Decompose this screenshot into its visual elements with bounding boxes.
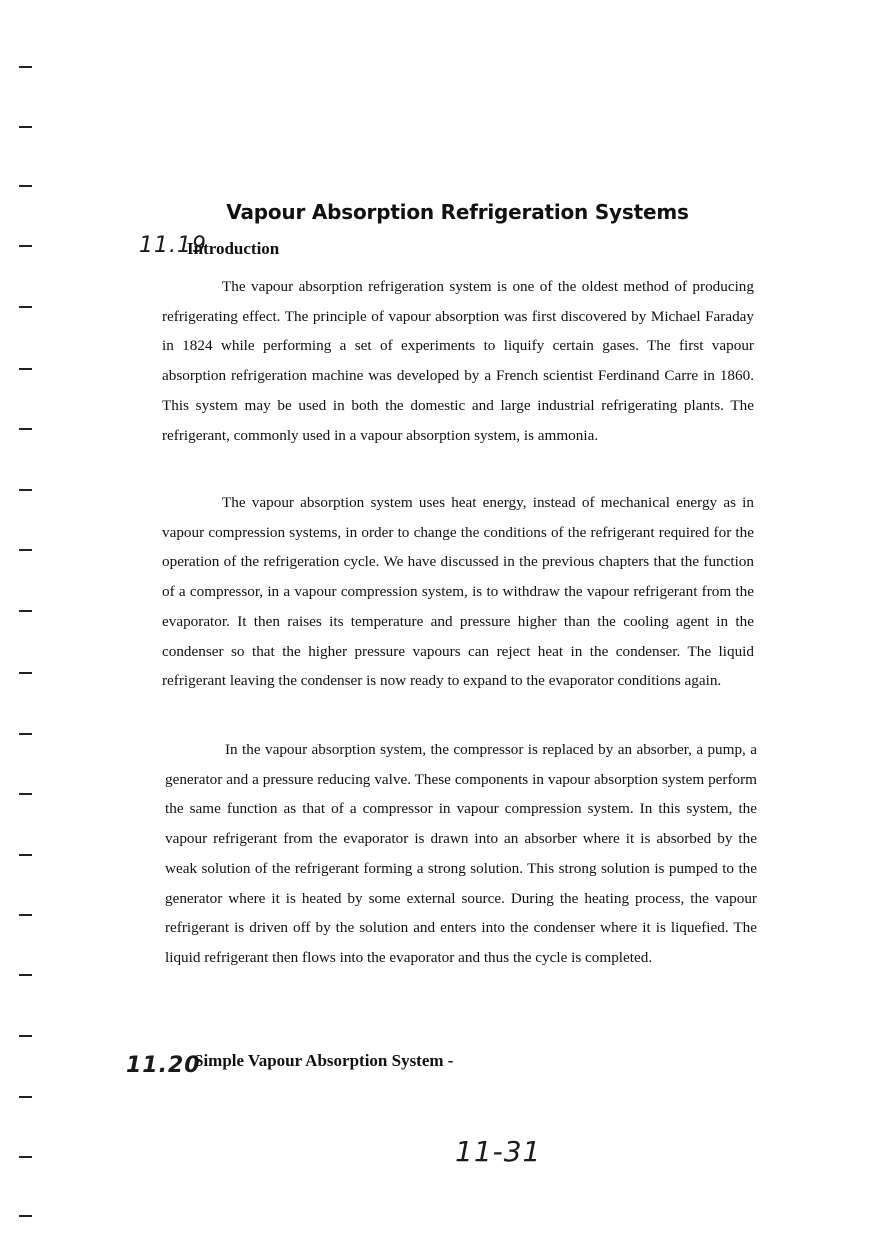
margin-tick	[19, 793, 32, 795]
margin-tick	[19, 914, 32, 916]
margin-tick	[19, 126, 32, 128]
paragraph-3: In the vapour absorption system, the compressor is replaced by an absorber, a pump, a generator and a pressure reducing valve. These components in vapour absorption system perform the same function as that of a compressor in vapour compression system. In this system, the vapour refrigerant from the evaporator is drawn into an absorber where it is absorbed by the weak solution of the refrigerant forming a strong solution. This strong solution is pumped to the generator where it is heated by some external source. During the heating process, the vapour refrigerant is driven off by the solution and enters into the condenser where it is liquefied. The liquid refrigerant then flows into the evaporator and thus the cycle is completed.	[165, 741, 757, 966]
margin-tick	[19, 974, 32, 976]
margin-tick	[19, 368, 32, 370]
margin-tick	[19, 672, 32, 674]
margin-tick	[19, 1096, 32, 1098]
margin-tick-marks	[0, 0, 40, 1251]
margin-tick	[19, 610, 32, 612]
margin-tick	[19, 428, 32, 430]
handwritten-section-number: 11.20	[126, 1053, 201, 1078]
handwritten-page-number: 11-31	[455, 1135, 542, 1168]
margin-tick	[19, 854, 32, 856]
margin-tick	[19, 66, 32, 68]
handwritten-section-number: 11.19	[139, 233, 207, 258]
margin-tick	[19, 245, 32, 247]
margin-tick	[19, 185, 32, 187]
margin-tick	[19, 549, 32, 551]
paragraph-1: The vapour absorption refrigeration system is one of the oldest method of producing refrigerating effect. The principle of vapour absorption was first discovered by Michael Faraday in 1824 while performing a set of experiments to liquify certain gases. The first vapour absorption refrigeration machine was developed by a French scientist Ferdinand Carre in 1860. This system may be used in both the domestic and large industrial refrigerating plants. The refrigerant, commonly used in a vapour absorption system, is ammonia.	[162, 278, 754, 444]
margin-tick	[19, 489, 32, 491]
margin-tick	[19, 306, 32, 308]
introduction-heading: Introduction	[187, 239, 280, 258]
margin-tick	[19, 1215, 32, 1217]
margin-tick	[19, 1035, 32, 1037]
margin-tick	[19, 733, 32, 735]
page-title: Vapour Absorption Refrigeration Systems	[226, 200, 689, 224]
paragraph-2: The vapour absorption system uses heat energy, instead of mechanical energy as in vapour compression systems, in order to change the conditions of the refrigerant required for the operation of the refrigeration cycle. We have discussed in the previous chapters that the function of a compressor, in a vapour compression system, is to withdraw the vapour refrigerant from the evaporator. It then raises its temperature and pressure higher than the cooling agent in the condenser so that the higher pressure vapours can reject heat in the condenser. The liquid refrigerant leaving the condenser is now ready to expand to the evaporator conditions again.	[162, 494, 754, 690]
simple-system-heading: Simple Vapour Absorption System -	[194, 1051, 454, 1070]
margin-tick	[19, 1156, 32, 1158]
